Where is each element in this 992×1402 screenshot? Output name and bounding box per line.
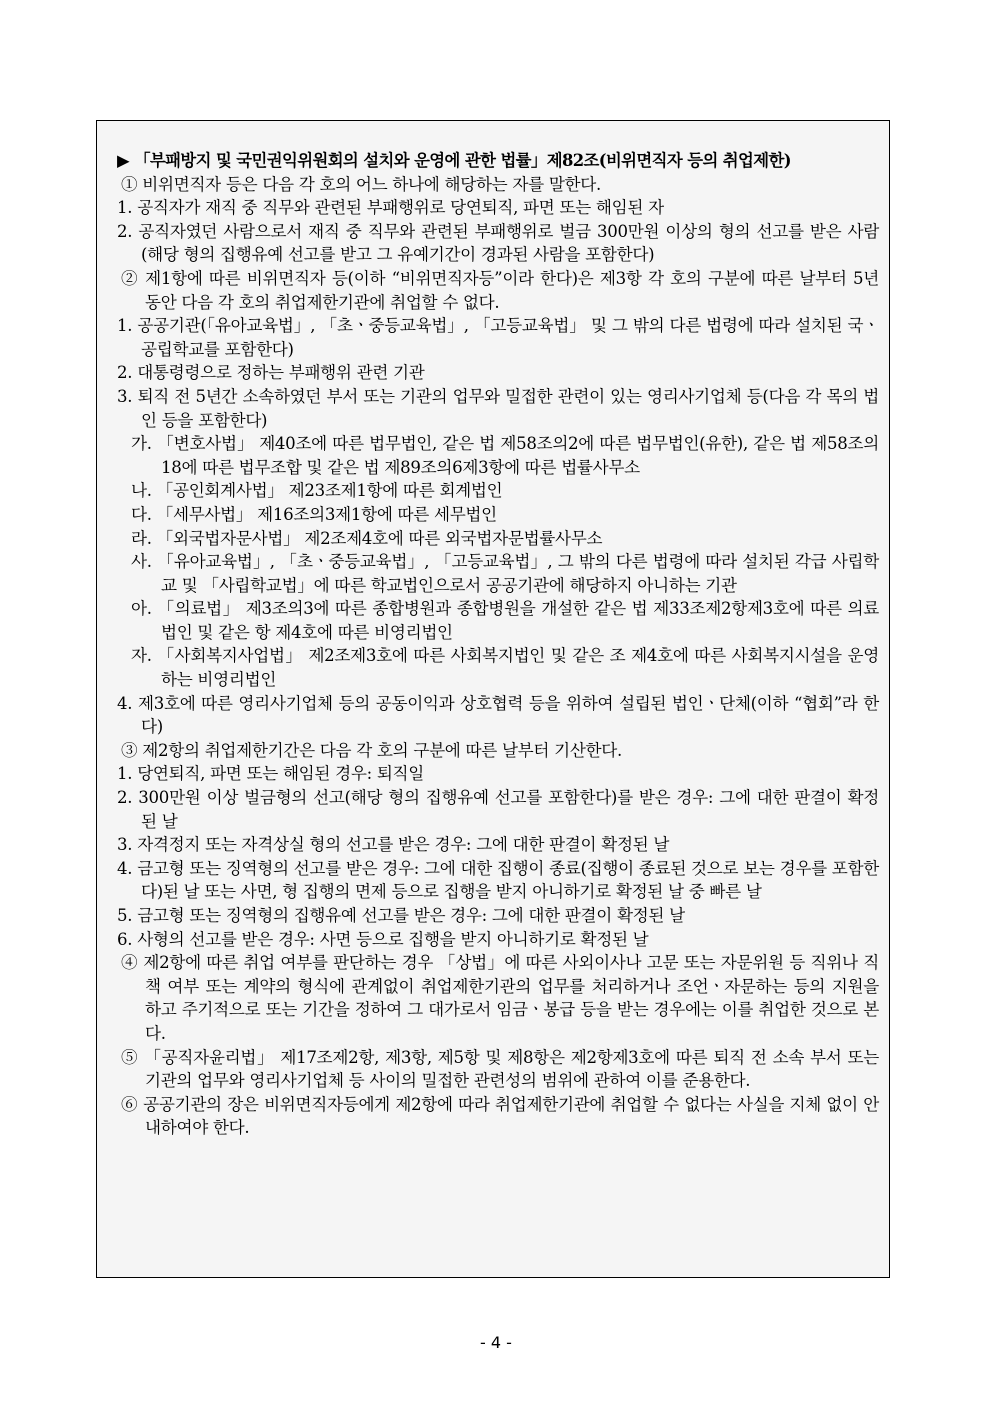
numbered-item: 2. 대통령령으로 정하는 부패행위 관련 기관 [117, 363, 425, 383]
article-title [117, 149, 879, 173]
law-excerpt-box [96, 120, 890, 1278]
sub-item: 사. 「유아교육법」, 「초ㆍ중등교육법」, 「고등교육법」, 그 밖의 다른 법령에 따라 설치된 각급 사립학교 및 「사립학교법」에 따른 학교법인으로서 공공기관에 해당하지 아니하는 기관 [131, 552, 879, 595]
paragraph: ① 비위면직자 등은 다음 각 호의 어느 하나에 해당하는 자를 말한다. [121, 174, 601, 194]
numbered-item: 1. 공직자가 재직 중 직무와 관련된 부패행위로 당연퇴직, 파면 또는 해임된 자 [117, 198, 664, 218]
numbered-item: 5. 금고형 또는 징역형의 집행유예 선고를 받은 경우: 그에 대한 판결이 확정된 날 [117, 906, 685, 925]
numbered-item: 1. 공공기관(「유아교육법」, 「초ㆍ중등교육법」, 「고등교육법」 및 그 밖의 다른 법령에 따라 설치된 국ㆍ공립학교를 포함한다) [117, 316, 879, 359]
numbered-item: 4. 금고형 또는 징역형의 선고를 받은 경우: 그에 대한 집행이 종료(집행이 종료된 것으로 보는 경우를 포함한다)된 날 또는 사면, 형 집행의 면제 등으로 집행을 받지 아니하기로 확정된 날 중 빠른 날 [117, 858, 879, 902]
sub-item: 라. 「외국법자문사법」 제2조제4호에 따른 외국법자문법률사무소 [131, 528, 603, 548]
numbered-item: 2. 300만원 이상 벌금형의 선고(해당 형의 집행유예 선고를 포함한다)를 받은 경우: 그에 대한 판결이 확정된 날 [117, 788, 879, 831]
page-number: - 4 - [480, 1333, 512, 1352]
sub-item: 자. 「사회복지사업법」 제2조제3호에 따른 사회복지법인 및 같은 조 제4호에 따른 사회복지시설을 운영하는 비영리법인 [131, 646, 879, 690]
sub-item: 가. 「변호사법」 제40조에 따른 법무법인, 같은 법 제58조의2에 따른 법무법인(유한), 같은 법 제58조의18에 따른 법무조합 및 같은 법 제89조의6제3항에 따른 법률사무소 [131, 434, 879, 477]
paragraph: ④ 제2항에 따른 취업 여부를 판단하는 경우 「상법」에 따른 사외이사나 고문 또는 자문위원 등 직위나 직책 여부 또는 계약의 형식에 관계없이 취업제한기관의 업무를 처리하거나 조언ㆍ자문하는 등의 지원을 하고 주기적으로 또는 기간을 정하여 그 대가로서 임금ㆍ봉급 등을 받는 경우에는 이를 취업한 것으로 본다. [121, 953, 879, 1043]
sub-item: 다. 「세무사법」 제16조의3제1항에 따른 세무법인 [131, 504, 497, 524]
law-excerpt-content [117, 149, 879, 1140]
paragraph: ② 제1항에 따른 비위면직자 등(이하 “비위면직자등”이라 한다)은 제3항 각 호의 구분에 따른 날부터 5년 동안 다음 각 호의 취업제한기관에 취업할 수 없다. [121, 268, 879, 312]
numbered-item: 3. 퇴직 전 5년간 소속하였던 부서 또는 기관의 업무와 밀접한 관련이 있는 영리사기업체 등(다음 각 목의 법인 등을 포함한다) [117, 386, 879, 430]
paragraph: ⑤ 「공직자윤리법」 제17조제2항, 제3항, 제5항 및 제8항은 제2항제3호에 따른 퇴직 전 소속 부서 또는 기관의 업무와 영리사기업체 등 사이의 밀접한 관련성의 범위에 관하여 이를 준용한다. [121, 1047, 879, 1091]
numbered-item: 1. 당연퇴직, 파면 또는 해임된 경우: 퇴직일 [117, 764, 425, 784]
triangle-marker-icon: ▶ [117, 151, 130, 170]
numbered-item: 3. 자격정지 또는 자격상실 형의 선고를 받은 경우: 그에 대한 판결이 확정된 날 [117, 835, 670, 855]
numbered-item: 2. 공직자였던 사람으로서 재직 중 직무와 관련된 부패행위로 벌금 300만원 이상의 형의 선고를 받은 사람(해당 형의 집행유예 선고를 받고 그 유예기간이 경과된 사람을 포함한다) [117, 221, 879, 265]
numbered-item: 4. 제3호에 따른 영리사기업체 등의 공동이익과 상호협력 등을 위하여 설립된 법인ㆍ단체(이하 “협회”라 한다) [117, 693, 879, 737]
paragraph: ③ 제2항의 취업제한기간은 다음 각 호의 구분에 따른 날부터 기산한다. [121, 740, 622, 760]
paragraph: ⑥ 공공기관의 장은 비위면직자등에게 제2항에 따라 취업제한기관에 취업할 수 없다는 사실을 지체 없이 안내하여야 한다. [121, 1094, 879, 1138]
sub-item: 나. 「공인회계사법」 제23조제1항에 따른 회계법인 [131, 481, 503, 501]
numbered-item: 6. 사형의 선고를 받은 경우: 사면 등으로 집행을 받지 아니하기로 확정된 날 [117, 929, 649, 949]
article-title-text: 「부패방지 및 국민권익위원회의 설치와 운영에 관한 법률」제82조(비위면직자 등의 취업제한) [134, 151, 791, 170]
sub-item: 아. 「의료법」 제3조의3에 따른 종합병원과 종합병원을 개설한 같은 법 제33조제2항제3호에 따른 의료법인 및 같은 항 제4호에 따른 비영리법인 [131, 599, 879, 642]
